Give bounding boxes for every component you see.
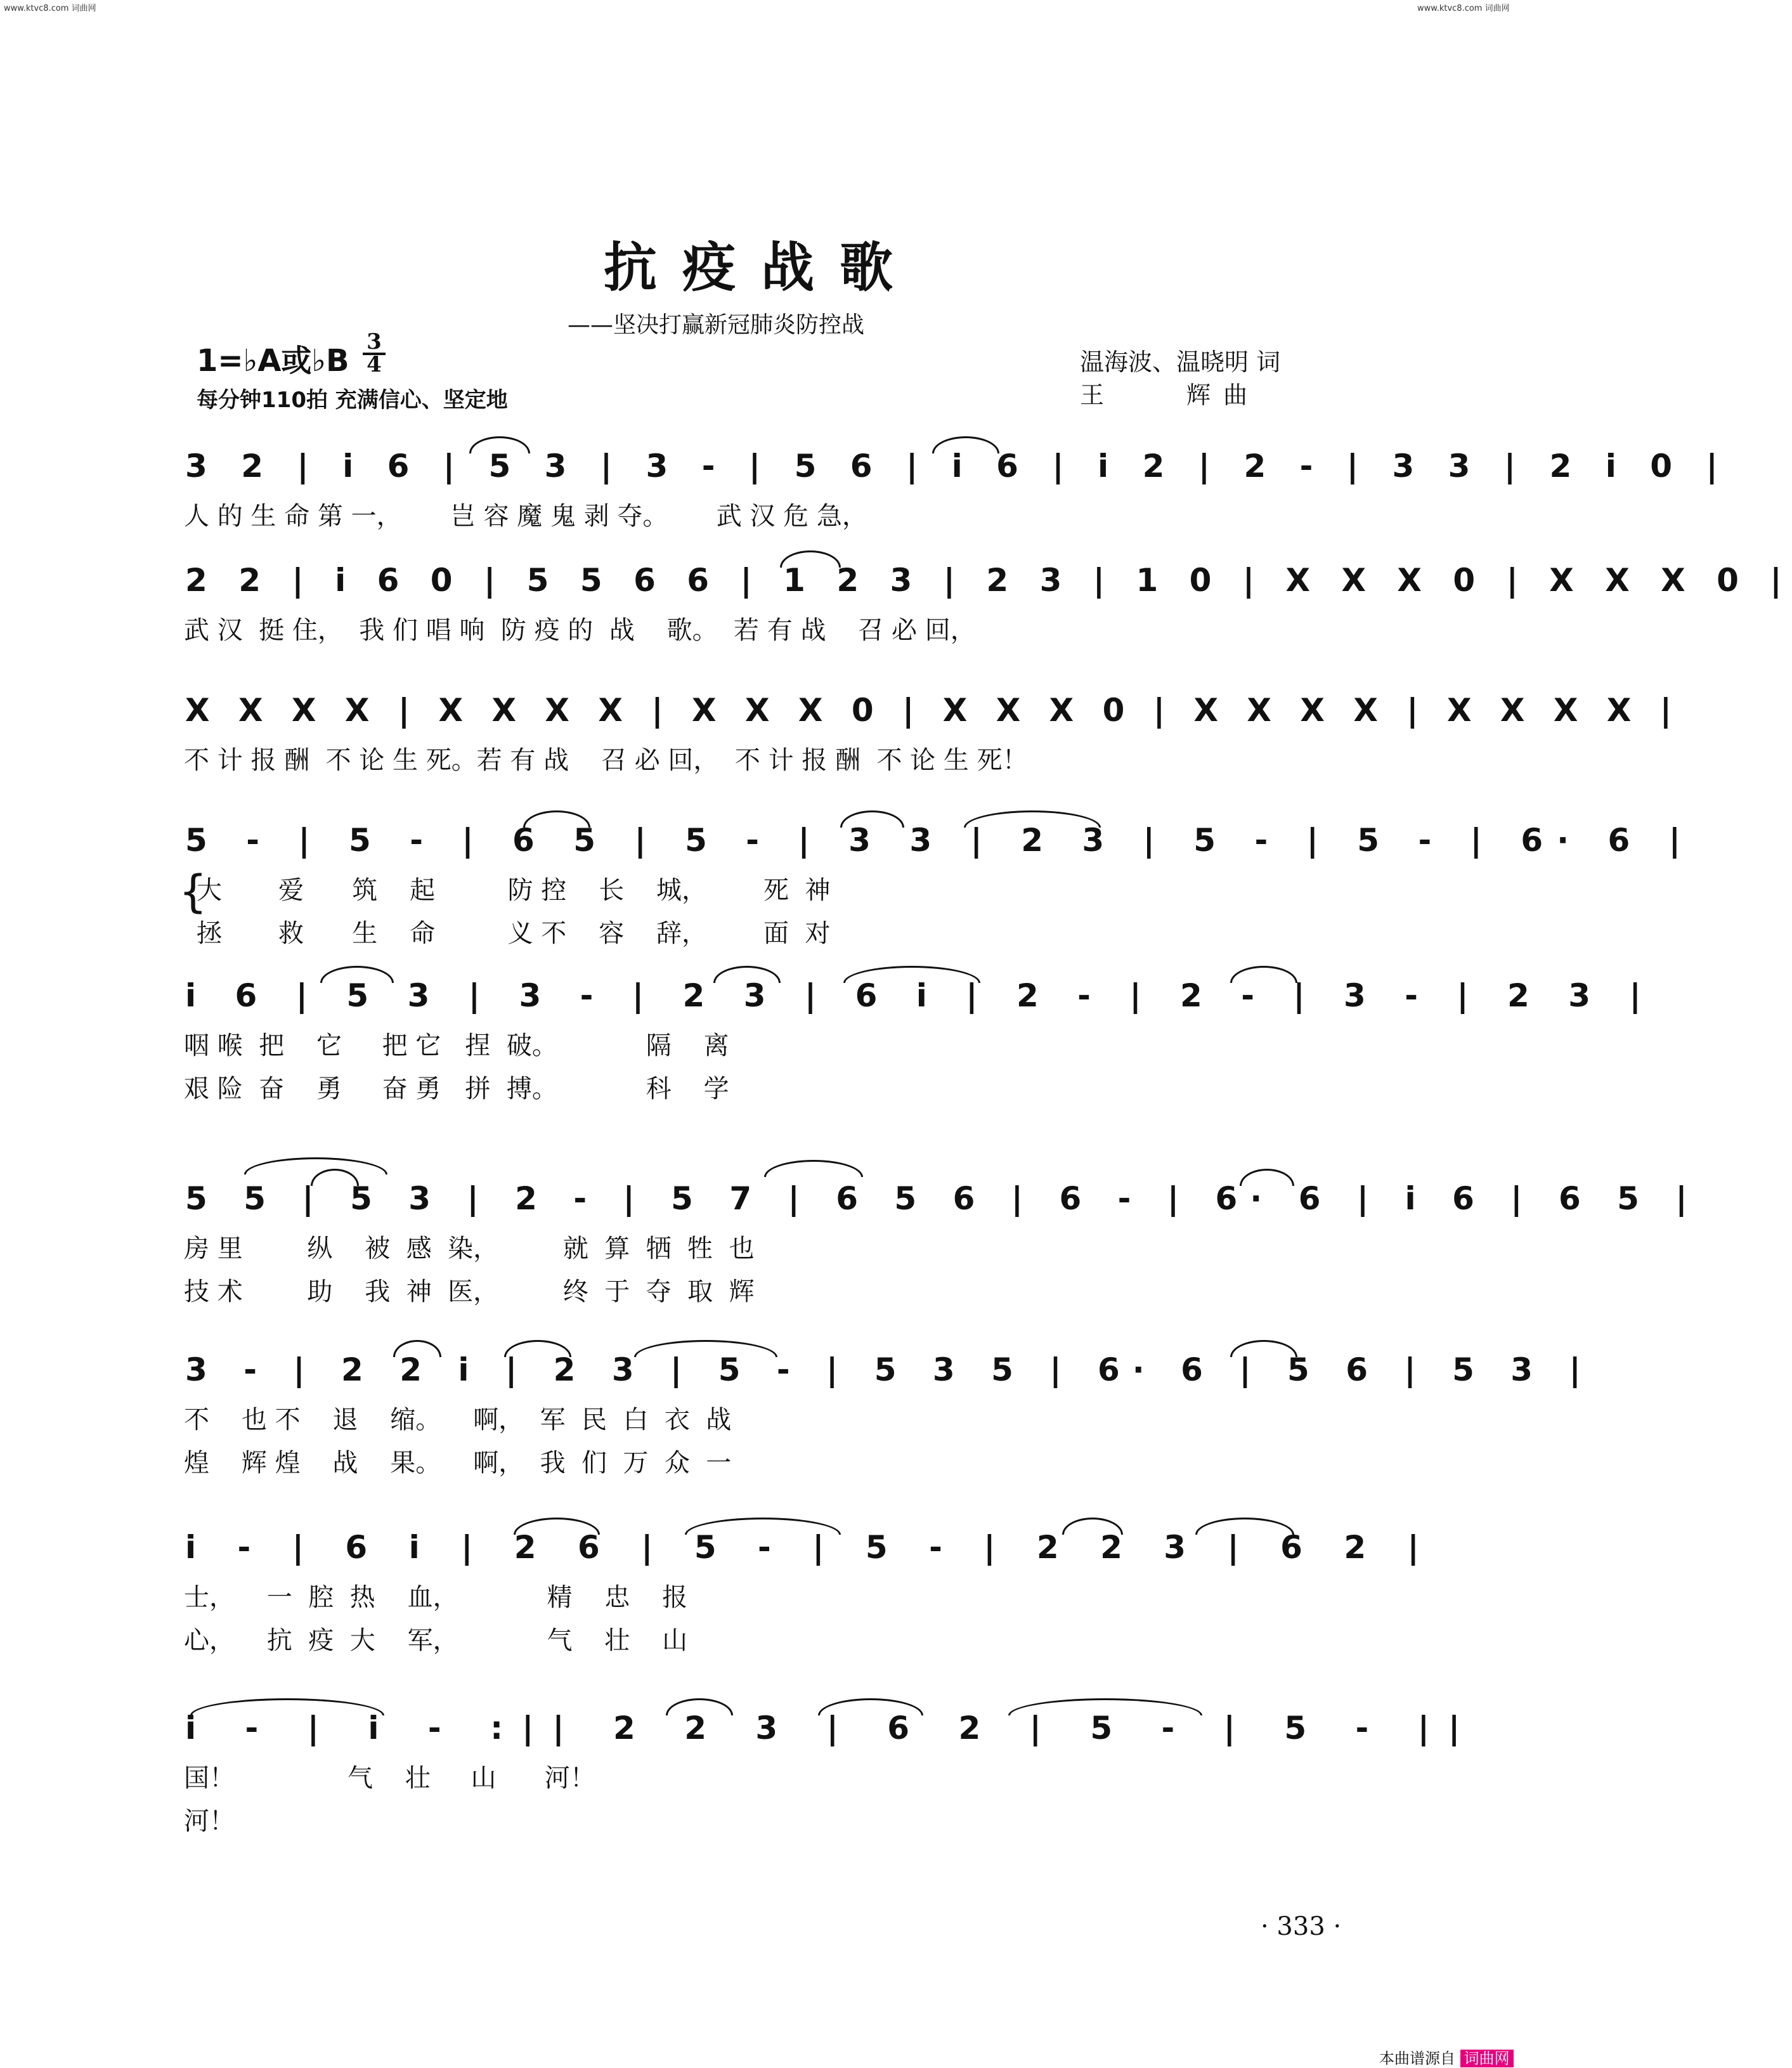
tie-arc — [469, 436, 530, 453]
lyrics-line-verse-2: 拯 救 生 命 义 不 容 辞， 面 对 — [197, 919, 831, 948]
lyrics-line-verse-1: 房 里 纵 被 感 染， 就 算 牺 牲 也 — [184, 1234, 755, 1263]
tie-arc — [514, 1518, 600, 1535]
tie-arc — [818, 1698, 923, 1715]
tie-arc — [504, 1340, 571, 1357]
tie-arc — [1240, 1169, 1294, 1186]
lyrics-line-verse-2: 煌 辉 煌 战 果。 啊， 我 们 万 众 一 — [184, 1448, 732, 1478]
notation: i - | i - :|| 2 2 3 | 6 2 | 5 - | 5 - || — [185, 1710, 1479, 1746]
time-signature-top: 3 — [367, 329, 382, 354]
notation: 3 - | 2 2 i | 2 3 | 5 - | 5 3 5 | 6· 6 | 5 6 | 5 3 | — [185, 1351, 1594, 1388]
lyricist-credit: 温海波、温晓明 词 — [1080, 348, 1281, 376]
tie-arc — [393, 1340, 441, 1357]
lyrics-line: 人 的 生 命 第 一， 岂 容 魔 鬼 剥 夺。 武 汉 危 急， — [184, 502, 867, 531]
tie-arc — [932, 436, 999, 453]
watermark-left: www.ktvc8.com 词曲网 — [4, 4, 96, 13]
verse-brace: { — [179, 866, 207, 918]
lyrics-line-verse-1: 大 爱 筑 起 防 控 长 城， 死 神 — [197, 876, 831, 905]
notation: i - | 6 i | 2 6 | 5 - | 5 - | 2 2 3 | 6 2 | — [185, 1529, 1434, 1566]
lyrics-line-verse-1: 咽 喉 把 它 把 它 捏 破。 隔 离 — [184, 1031, 729, 1060]
tempo-marking: 每分钟110拍 充满信心、坚定地 — [197, 387, 508, 413]
notes-line — [184, 818, 1694, 862]
song-subtitle: ——坚决打赢新冠肺炎防控战 — [568, 312, 865, 338]
lyrics-line: 不 计 报 酬 不 论 生 死。若 有 战 召 必 回， 不 计 报 酬 不 论 生 死！ — [184, 746, 1028, 775]
lyrics-line-verse-2: 河！ — [184, 1807, 235, 1836]
page-number: · 333 · — [1261, 1912, 1342, 1941]
lyrics-line-verse-2: 艰 险 奋 勇 奋 勇 拼 搏。 科 学 — [184, 1074, 729, 1103]
tie-arc — [1195, 1518, 1294, 1535]
notes-line — [184, 688, 1681, 732]
footer-credit — [1379, 2046, 1514, 2068]
tie-arc — [843, 966, 980, 983]
lyrics-line: 武 汉 挺 住， 我 们 唱 响 防 疫 的 战 歌。 若 有 战 召 必 回， — [184, 616, 976, 645]
tie-arc — [964, 810, 1101, 828]
tie-arc — [685, 1518, 841, 1535]
notation: 3 2 | i 6 | 5 3 | 3 - | 5 6 | i 6 | i 2 | 2 - | 3 3 | 2 i 0 | — [185, 448, 1729, 484]
tie-arc — [634, 1340, 777, 1357]
lyrics-line-verse-1: 国！ 气 壮 山 河！ — [184, 1764, 595, 1793]
tie-arc — [764, 1160, 863, 1177]
footer-brand: 词曲网 — [1460, 2050, 1514, 2067]
tie-arc — [713, 966, 781, 983]
tie-arc — [190, 1698, 384, 1715]
tie-arc — [523, 810, 590, 828]
notation: i 6 | 5 3 | 3 - | 2 3 | 6 i | 2 - | 2 - | 3 - | 2 3 | — [185, 977, 1655, 1014]
lyrics-line-verse-2: 技 术 助 我 神 医， 终 于 夺 取 辉 — [184, 1277, 755, 1306]
watermark-right: www.ktvc8.com 词曲网 — [1417, 4, 1510, 13]
lyrics-line-verse-2: 心， 抗 疫 大 军， 气 壮 山 — [184, 1626, 688, 1655]
tie-arc — [320, 966, 394, 983]
tie-arc — [1230, 1340, 1297, 1357]
notes-line — [184, 558, 1792, 602]
tie-arc — [1062, 1518, 1123, 1535]
notation: 5 5 | 5 3 | 2 - | 5 7 | 6 5 6 | 6 - | 6· 6 | i 6 | 6 5 | — [185, 1180, 1700, 1217]
time-signature-bottom: 4 — [363, 353, 386, 374]
notation: 2 2 | i 6 0 | 5 5 6 6 | 1 2 3 | 2 3 | 1 0 | X X X 0 | X X X 0 | — [185, 562, 1792, 599]
key-signature: 1=♭A或♭B — [197, 343, 349, 379]
tie-arc — [1008, 1698, 1202, 1715]
notes-line — [184, 444, 1729, 488]
tie-arc — [244, 1157, 387, 1174]
lyrics-line-verse-1: 士， 一 腔 热 血， 精 忠 报 — [184, 1583, 688, 1612]
tie-arc — [1230, 966, 1297, 983]
composer-credit: 王 辉 曲 — [1080, 381, 1250, 409]
tie-arc — [666, 1698, 733, 1715]
tie-arc — [840, 810, 904, 828]
lyrics-line-verse-1: 不 也 不 退 缩。 啊， 军 民 白 衣 战 — [184, 1405, 732, 1434]
song-title: 抗疫战歌 — [603, 236, 918, 299]
notation: 5 - | 5 - | 6 5 | 5 - | 3 3 | 2 3 | 5 - | 5 - | 6· 6 | — [185, 822, 1694, 859]
footer-text: 本曲谱源自 — [1379, 2050, 1455, 2067]
notation: X X X X | X X X X | X X X 0 | X X X 0 | X X X X | X X X X | — [185, 692, 1681, 729]
time-signature — [363, 329, 386, 377]
tie-arc — [780, 550, 841, 568]
